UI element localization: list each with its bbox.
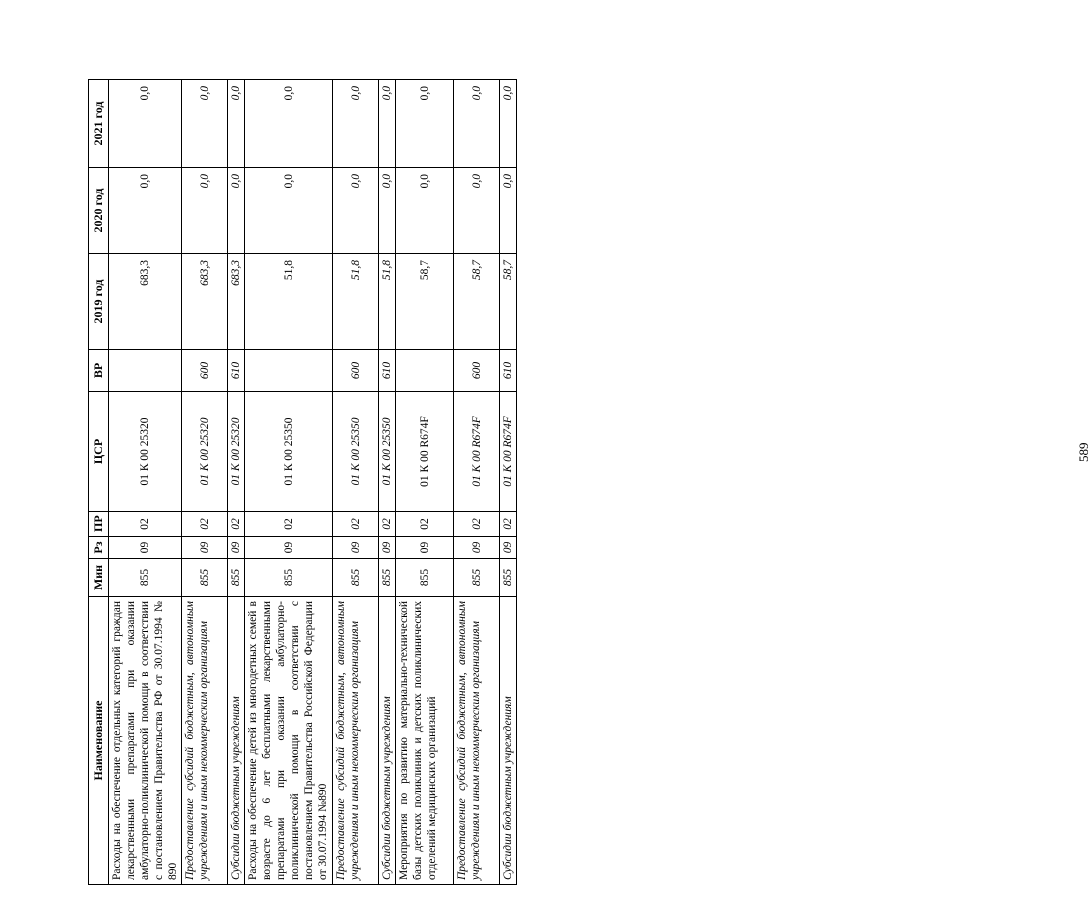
row-2019: 683,3 bbox=[182, 254, 228, 350]
row-2019: 51,8 bbox=[379, 254, 396, 350]
table-body bbox=[109, 80, 517, 885]
row-2019: 58,7 bbox=[500, 254, 517, 350]
row-name: Предоставление субсидий бюджетным, автономным учреждениям и иным некоммерческим организациям bbox=[182, 597, 228, 885]
row-rz: 09 bbox=[396, 537, 454, 559]
row-pr: 02 bbox=[333, 512, 379, 537]
rotated-table-container bbox=[88, 80, 515, 885]
header-row bbox=[89, 80, 109, 885]
row-min: 855 bbox=[109, 559, 182, 597]
row-2021: 0,0 bbox=[333, 80, 379, 168]
row-min: 855 bbox=[228, 559, 245, 597]
row-csr: 01 К 00 25320 bbox=[109, 392, 182, 512]
row-csr: 01 К 00 25350 bbox=[379, 392, 396, 512]
table-row bbox=[500, 80, 517, 885]
row-2021: 0,0 bbox=[182, 80, 228, 168]
row-rz: 09 bbox=[333, 537, 379, 559]
row-min: 855 bbox=[500, 559, 517, 597]
header-2021: 2021 год bbox=[89, 80, 109, 168]
row-2019: 51,8 bbox=[245, 254, 333, 350]
row-vr: 610 bbox=[379, 350, 396, 392]
row-min: 855 bbox=[182, 559, 228, 597]
row-2021: 0,0 bbox=[379, 80, 396, 168]
row-pr: 02 bbox=[454, 512, 500, 537]
row-2019: 683,3 bbox=[228, 254, 245, 350]
row-rz: 09 bbox=[109, 537, 182, 559]
table-row bbox=[182, 80, 228, 885]
row-2019: 58,7 bbox=[454, 254, 500, 350]
table-row bbox=[245, 80, 333, 885]
row-2020: 0,0 bbox=[182, 168, 228, 254]
header-name: Наименование bbox=[89, 597, 109, 885]
row-2020: 0,0 bbox=[333, 168, 379, 254]
row-name: Предоставление субсидий бюджетным, автономным учреждениям и иным некоммерческим организациям bbox=[454, 597, 500, 885]
row-csr: 01 К 00 25320 bbox=[182, 392, 228, 512]
row-min: 855 bbox=[245, 559, 333, 597]
row-rz: 09 bbox=[182, 537, 228, 559]
row-2021: 0,0 bbox=[454, 80, 500, 168]
row-name: Субсидии бюджетным учреждениям bbox=[228, 597, 245, 885]
row-2019: 683,3 bbox=[109, 254, 182, 350]
row-name: Расходы на обеспечение детей из многодетных семей в возрасте до 6 лет бесплатными лекарственными препаратами при оказании амбулаторно-поликлинической помощи в соответствии с постановлением Правительства Российской Федерации от 30.07.1994 №890 bbox=[245, 597, 333, 885]
table-row bbox=[396, 80, 454, 885]
row-rz: 09 bbox=[228, 537, 245, 559]
header-rz: Рз bbox=[89, 537, 109, 559]
row-2020: 0,0 bbox=[500, 168, 517, 254]
row-vr: 600 bbox=[182, 350, 228, 392]
row-pr: 02 bbox=[500, 512, 517, 537]
row-vr: 600 bbox=[454, 350, 500, 392]
row-csr: 01 К 00 R674F bbox=[396, 392, 454, 512]
row-min: 855 bbox=[333, 559, 379, 597]
row-2020: 0,0 bbox=[379, 168, 396, 254]
header-pr: ПР bbox=[89, 512, 109, 537]
header-csr: ЦСР bbox=[89, 392, 109, 512]
row-2021: 0,0 bbox=[109, 80, 182, 168]
row-2019: 58,7 bbox=[396, 254, 454, 350]
row-2020: 0,0 bbox=[454, 168, 500, 254]
row-csr: 01 К 00 R674F bbox=[454, 392, 500, 512]
budget-table bbox=[88, 79, 517, 885]
row-rz: 09 bbox=[454, 537, 500, 559]
row-pr: 02 bbox=[182, 512, 228, 537]
table-row bbox=[109, 80, 182, 885]
row-2021: 0,0 bbox=[396, 80, 454, 168]
row-2020: 0,0 bbox=[228, 168, 245, 254]
header-vr: ВР bbox=[89, 350, 109, 392]
row-min: 855 bbox=[396, 559, 454, 597]
row-name: Предоставление субсидий бюджетным, автономным учреждениям и иным некоммерческим организациям bbox=[333, 597, 379, 885]
page-number: 589 bbox=[1076, 442, 1091, 462]
row-vr bbox=[245, 350, 333, 392]
row-pr: 02 bbox=[379, 512, 396, 537]
row-2020: 0,0 bbox=[396, 168, 454, 254]
row-pr: 02 bbox=[228, 512, 245, 537]
table-row bbox=[379, 80, 396, 885]
row-vr bbox=[109, 350, 182, 392]
row-2020: 0,0 bbox=[245, 168, 333, 254]
header-2019: 2019 год bbox=[89, 254, 109, 350]
row-pr: 02 bbox=[396, 512, 454, 537]
row-2021: 0,0 bbox=[228, 80, 245, 168]
row-rz: 09 bbox=[500, 537, 517, 559]
row-rz: 09 bbox=[379, 537, 396, 559]
row-name: Мероприятия по развитию материально-технической базы детских поликлиник и детских поликлинических отделений медицинских организаций bbox=[396, 597, 454, 885]
row-name: Субсидии бюджетным учреждениям bbox=[379, 597, 396, 885]
table-row bbox=[228, 80, 245, 885]
row-csr: 01 К 00 25350 bbox=[333, 392, 379, 512]
row-name: Субсидии бюджетным учреждениям bbox=[500, 597, 517, 885]
row-csr: 01 К 00 25320 bbox=[228, 392, 245, 512]
row-2021: 0,0 bbox=[500, 80, 517, 168]
row-min: 855 bbox=[379, 559, 396, 597]
row-vr bbox=[396, 350, 454, 392]
row-vr: 610 bbox=[228, 350, 245, 392]
row-vr: 610 bbox=[500, 350, 517, 392]
row-pr: 02 bbox=[245, 512, 333, 537]
header-min: Мин bbox=[89, 559, 109, 597]
table-row bbox=[333, 80, 379, 885]
row-rz: 09 bbox=[245, 537, 333, 559]
row-vr: 600 bbox=[333, 350, 379, 392]
row-csr: 01 К 00 25350 bbox=[245, 392, 333, 512]
row-pr: 02 bbox=[109, 512, 182, 537]
header-2020: 2020 год bbox=[89, 168, 109, 254]
row-csr: 01 К 00 R674F bbox=[500, 392, 517, 512]
row-2020: 0,0 bbox=[109, 168, 182, 254]
row-2021: 0,0 bbox=[245, 80, 333, 168]
row-2019: 51,8 bbox=[333, 254, 379, 350]
row-name: Расходы на обеспечение отдельных категорий граждан лекарственными препаратами при оказании амбулаторно-поликлинической помощи в соответствии с постановлением Правительства РФ от 30.07.1994 № 890 bbox=[109, 597, 182, 885]
row-min: 855 bbox=[454, 559, 500, 597]
table-row bbox=[454, 80, 500, 885]
